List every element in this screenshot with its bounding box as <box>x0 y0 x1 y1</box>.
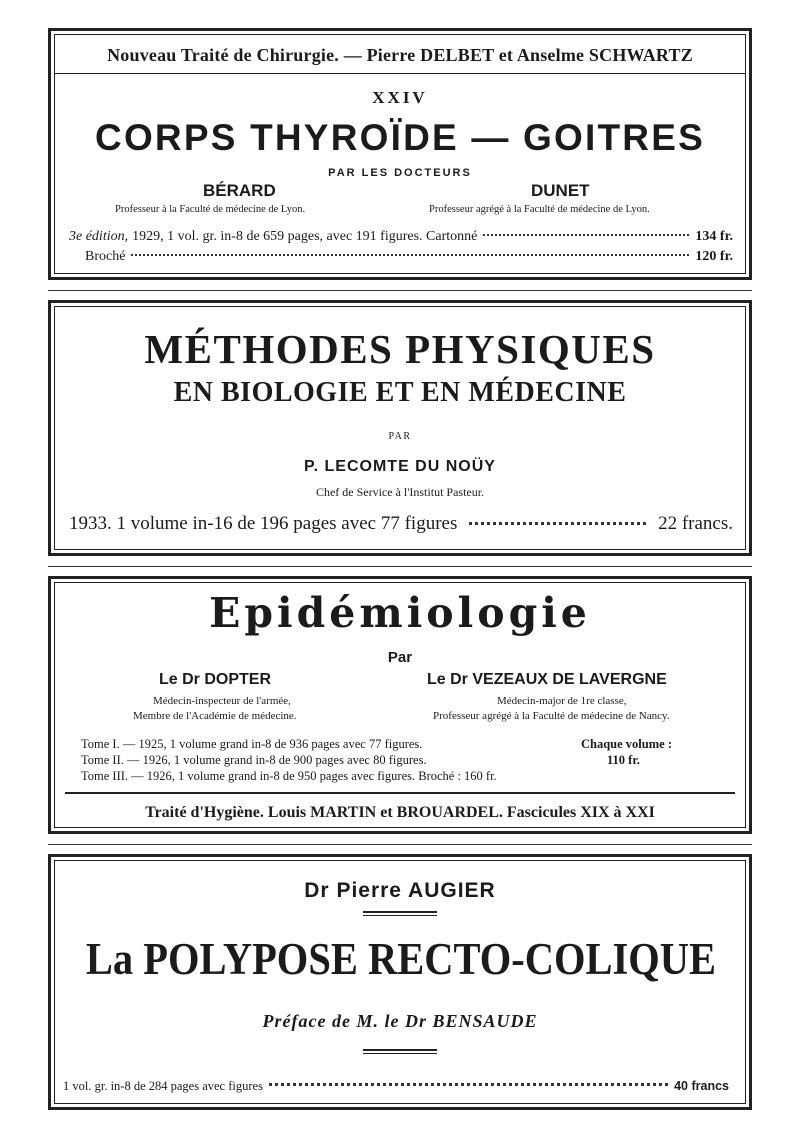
price-row-cartonne <box>69 229 733 245</box>
series-header: Nouveau Traité de Chirurgie. — Pierre DELBET et Anselme SCHWARTZ <box>107 45 693 65</box>
separator-rule <box>48 844 752 845</box>
author-vezeaux-desc2: Professeur agrégé à la Faculté de médecine de Nancy. <box>433 710 670 722</box>
leader-dots <box>483 234 689 236</box>
ad-methodes-physiques <box>48 300 752 556</box>
tome-line-1: Tome I. — 1925, 1 volume grand in-8 de 936 pages avec 77 figures. <box>81 737 423 751</box>
author-vezeaux: Le Dr VEZEAUX DE LAVERGNE <box>427 671 667 688</box>
title-rule-top-2 <box>363 915 437 916</box>
author-dunet: DUNET <box>531 181 590 200</box>
header-rule <box>55 73 745 74</box>
price-row <box>63 1079 729 1094</box>
price-value: 120 fr. <box>695 249 733 264</box>
book-title-line1: MÉTHODES PHYSIQUES <box>144 326 656 372</box>
author-berard: BÉRARD <box>203 181 276 200</box>
price-desc: 1933. 1 volume in-16 de 196 pages avec 77 figures <box>69 513 458 534</box>
leader-dots <box>469 522 646 525</box>
price-value: 40 francs <box>674 1079 729 1093</box>
title-rule-top <box>363 911 437 913</box>
edition-label: 3e édition, <box>69 229 129 244</box>
ad-polypose <box>48 854 752 1110</box>
series-footer: Traité d'Hygiène. Louis MARTIN et BROUARDEL. Fascicules XIX à XXI <box>145 804 655 821</box>
author-dunet-desc: Professeur agrégé à la Faculté de médecine de Lyon. <box>429 204 650 215</box>
separator-rule <box>48 290 752 291</box>
price-value: 134 fr. <box>695 229 733 244</box>
tome-line-3: Tome III. — 1926, 1 volume grand in-8 de 950 pages avec figures. Broché : 160 fr. <box>81 769 497 783</box>
author-dopter-desc2: Membre de l'Académie de médecine. <box>133 710 297 722</box>
author-name: P. LECOMTE DU NOÜY <box>304 458 496 475</box>
price-desc: 1 vol. gr. in-8 de 284 pages avec figures <box>63 1079 263 1093</box>
author-desc: Chef de Service à l'Institut Pasteur. <box>315 485 485 499</box>
ad-epidemiologie <box>48 576 752 834</box>
footer-rule <box>65 792 735 794</box>
par-label: PAR <box>388 431 412 442</box>
author-berard-desc: Professeur à la Faculté de médecine de Lyon. <box>115 204 306 215</box>
par-label: Par <box>387 649 413 666</box>
leader-dots <box>269 1083 668 1086</box>
book-title: CORPS THYROÏDE — GOITRES <box>95 117 705 158</box>
leader-dots <box>131 254 689 256</box>
volume-number: XXIV <box>372 88 428 107</box>
price-value: 22 francs. <box>658 513 733 534</box>
book-title-line2: EN BIOLOGIE ET EN MÉDECINE <box>173 377 627 408</box>
price-row-broche <box>85 249 733 265</box>
separator-rule <box>48 566 752 567</box>
book-title: Epidémiologie <box>209 589 591 637</box>
each-volume-price: 110 fr. <box>607 753 640 767</box>
author-vezeaux-desc1: Médecin-major de 1re classe, <box>497 695 627 707</box>
price-desc: Broché <box>85 249 126 264</box>
price-row <box>69 513 733 535</box>
book-title: La POLYPOSE RECTO-COLIQUE <box>85 934 717 984</box>
author-name: Dr Pierre AUGIER <box>304 879 496 902</box>
price-desc: 1929, 1 vol. gr. in-8 de 659 pages, avec 191 figures. Cartonné <box>132 229 478 244</box>
by-doctors: PAR LES DOCTEURS <box>328 167 472 179</box>
title-rule-bottom <box>363 1049 437 1051</box>
author-dopter: Le Dr DOPTER <box>159 671 272 688</box>
ad-corps-thyroide <box>48 28 752 280</box>
preface-line: Préface de M. le Dr BENSAUDE <box>262 1011 538 1031</box>
tome-line-2: Tome II. — 1926, 1 volume grand in-8 de 900 pages avec 80 figures. <box>81 753 427 767</box>
author-dopter-desc1: Médecin-inspecteur de l'armée, <box>153 695 291 707</box>
each-volume-label: Chaque volume : <box>581 737 672 751</box>
title-rule-bottom-2 <box>363 1053 437 1054</box>
